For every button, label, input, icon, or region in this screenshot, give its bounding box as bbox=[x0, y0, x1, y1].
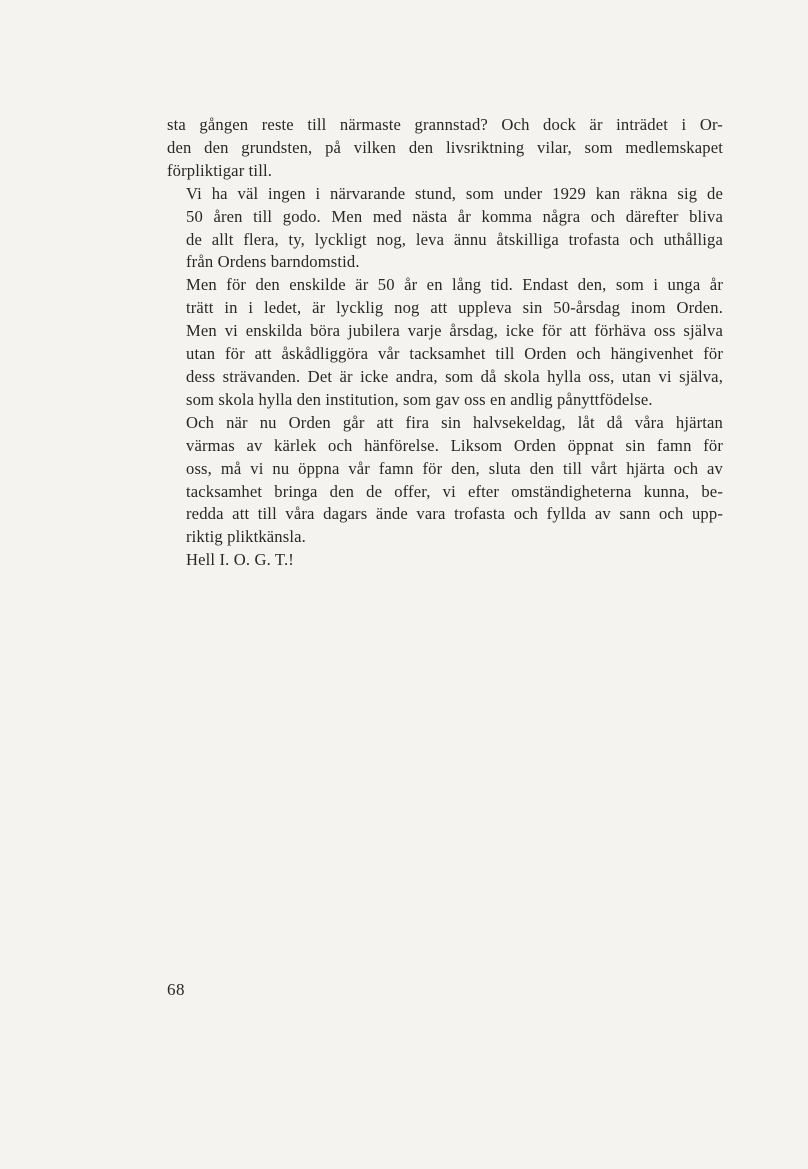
text-line: oss, må vi nu öppna vår famn för den, sluta den till vårt hjärta och av bbox=[186, 458, 723, 478]
text-line: riktig pliktkänsla. bbox=[186, 527, 306, 547]
paragraph-5-closing bbox=[167, 549, 723, 572]
text-line: utan för att åskådliggöra vår tacksamhet till Orden och hängivenhet för bbox=[186, 344, 723, 364]
text-line: sta gången reste till närmaste grannstad? Och dock är inträdet i Or- bbox=[167, 115, 723, 134]
text-line: tacksamhet bringa den de offer, vi efter omständigheterna kunna, be- bbox=[186, 481, 723, 501]
text-line: Men för den enskilde är 50 år en lång tid. Endast den, som i unga år bbox=[186, 275, 723, 295]
text-line: Hell I. O. G. T.! bbox=[186, 550, 294, 570]
page-number: 68 bbox=[167, 980, 185, 999]
body-text bbox=[167, 114, 723, 572]
text-line: som skola hylla den institution, som gav oss en andlig pånyttfödelse. bbox=[186, 389, 653, 409]
text-line: 50 åren till godo. Men med nästa år komma några och därefter bliva bbox=[186, 206, 723, 226]
text-line: dess strävanden. Det är icke andra, som då skola hylla oss, utan vi själva, bbox=[186, 366, 723, 386]
text-line: de allt flera, ty, lyckligt nog, leva ännu åtskilliga trofasta och uthålliga bbox=[186, 229, 723, 249]
paragraph-1 bbox=[167, 114, 723, 183]
text-line: trätt in i ledet, är lycklig nog att uppleva sin 50-årsdag inom Orden. bbox=[186, 298, 723, 318]
text-line: Men vi enskilda böra jubilera varje årsdag, icke för att förhäva oss själva bbox=[186, 321, 723, 341]
paragraph-3 bbox=[167, 274, 723, 411]
text-line: Och när nu Orden går att fira sin halvsekeldag, låt då våra hjärtan bbox=[186, 412, 723, 432]
text-line: från Ordens barndomstid. bbox=[186, 252, 360, 272]
text-line: förpliktigar till. bbox=[167, 160, 273, 180]
paragraph-4 bbox=[167, 412, 723, 549]
text-line: värmas av kärlek och hänförelse. Liksom Orden öppnat sin famn för bbox=[186, 435, 723, 455]
text-line: Vi ha väl ingen i närvarande stund, som under 1929 kan räkna sig de bbox=[186, 183, 723, 203]
paragraph-2 bbox=[167, 183, 723, 275]
text-line: den den grundsten, på vilken den livsriktning vilar, som medlemskapet bbox=[167, 137, 723, 157]
text-line: redda att till våra dagars ände vara trofasta och fyllda av sann och upp- bbox=[186, 504, 723, 524]
